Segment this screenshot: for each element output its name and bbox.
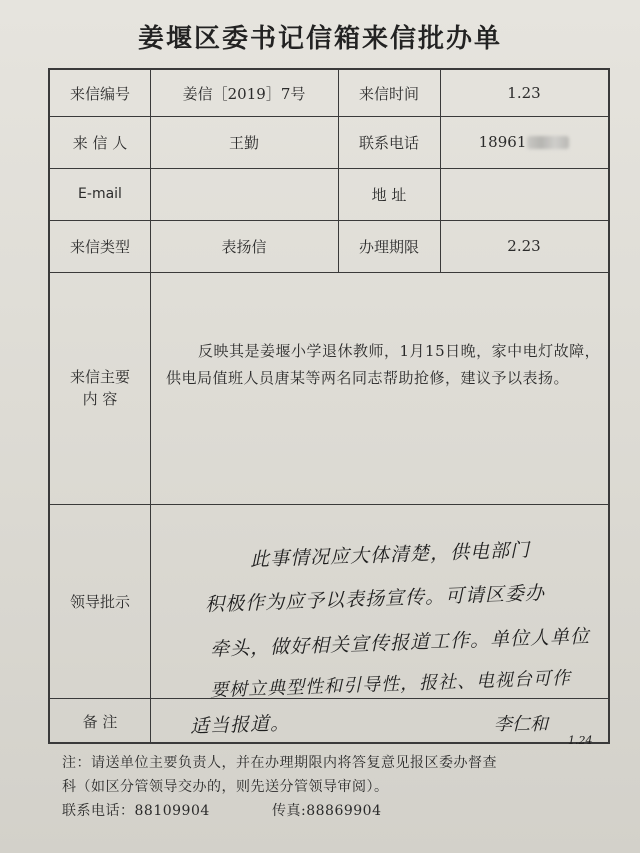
contact-fax: 传真:88869904 bbox=[272, 803, 382, 819]
letter-content-text: 反映其是姜堰小学退休教师，1月15日晚，家中电灯故障，供电局值班人员唐某等两名同志帮助抢修，建议予以表扬。 bbox=[166, 342, 601, 387]
letter-time-value: 1.23 bbox=[507, 84, 541, 102]
phone-label: 联系电话 bbox=[358, 133, 419, 152]
handwritten-instruction-line: 此事情况应大体清楚，供电部门 bbox=[249, 539, 531, 571]
footer-note-line2: 科（如区分管领导交办的，则先送分管领导审阅）。 bbox=[62, 779, 389, 795]
handwritten-instruction-line: 要树立典型性和引导性，报社、电视台可作 bbox=[209, 667, 572, 702]
address-label: 地 址 bbox=[371, 185, 407, 204]
letter-time-label: 来信时间 bbox=[358, 84, 419, 103]
remark-label: 备 注 bbox=[82, 712, 118, 731]
content-label-line2: 内 容 bbox=[82, 390, 118, 408]
deadline-label: 办理期限 bbox=[358, 237, 419, 256]
handwritten-signature: 李仁和 bbox=[494, 714, 548, 735]
letter-type-label: 来信类型 bbox=[69, 237, 130, 256]
document-title: 姜堰区委书记信箱来信批办单 bbox=[137, 24, 502, 54]
sender-label: 来 信 人 bbox=[72, 133, 128, 152]
phone-value-cell bbox=[440, 116, 608, 168]
handwritten-instruction-line: 牵头，做好相关宣传报道工作。单位人单位 bbox=[209, 625, 591, 661]
email-label: E-mail bbox=[78, 186, 122, 202]
handwritten-instruction-line: 积极作为应予以表扬宣传。可请区委办 bbox=[204, 582, 546, 616]
signature-date: 1.24 bbox=[568, 734, 593, 747]
deadline-value: 2.23 bbox=[507, 237, 541, 255]
content-label bbox=[50, 272, 150, 504]
letter-number-label: 来信编号 bbox=[69, 84, 130, 103]
content-label-line1: 来信主要 bbox=[69, 368, 130, 386]
leader-instruction-label: 领导批示 bbox=[69, 592, 130, 611]
handwritten-instruction-line: 适当报道。 bbox=[189, 712, 291, 738]
letter-number-value: 姜信［2019］7号 bbox=[182, 84, 306, 103]
footer-note-line1: 注：请送单位主要负责人，并在办理期限内将答复意见报区委办督查 bbox=[62, 755, 497, 771]
letter-type-value: 表扬信 bbox=[221, 237, 267, 256]
sender-value: 王勤 bbox=[228, 133, 259, 152]
column-divider bbox=[150, 70, 151, 744]
contact-phone: 联系电话：88109904 bbox=[62, 803, 210, 819]
phone-value: 18961 bbox=[478, 133, 527, 151]
redacted-digits bbox=[527, 136, 569, 149]
